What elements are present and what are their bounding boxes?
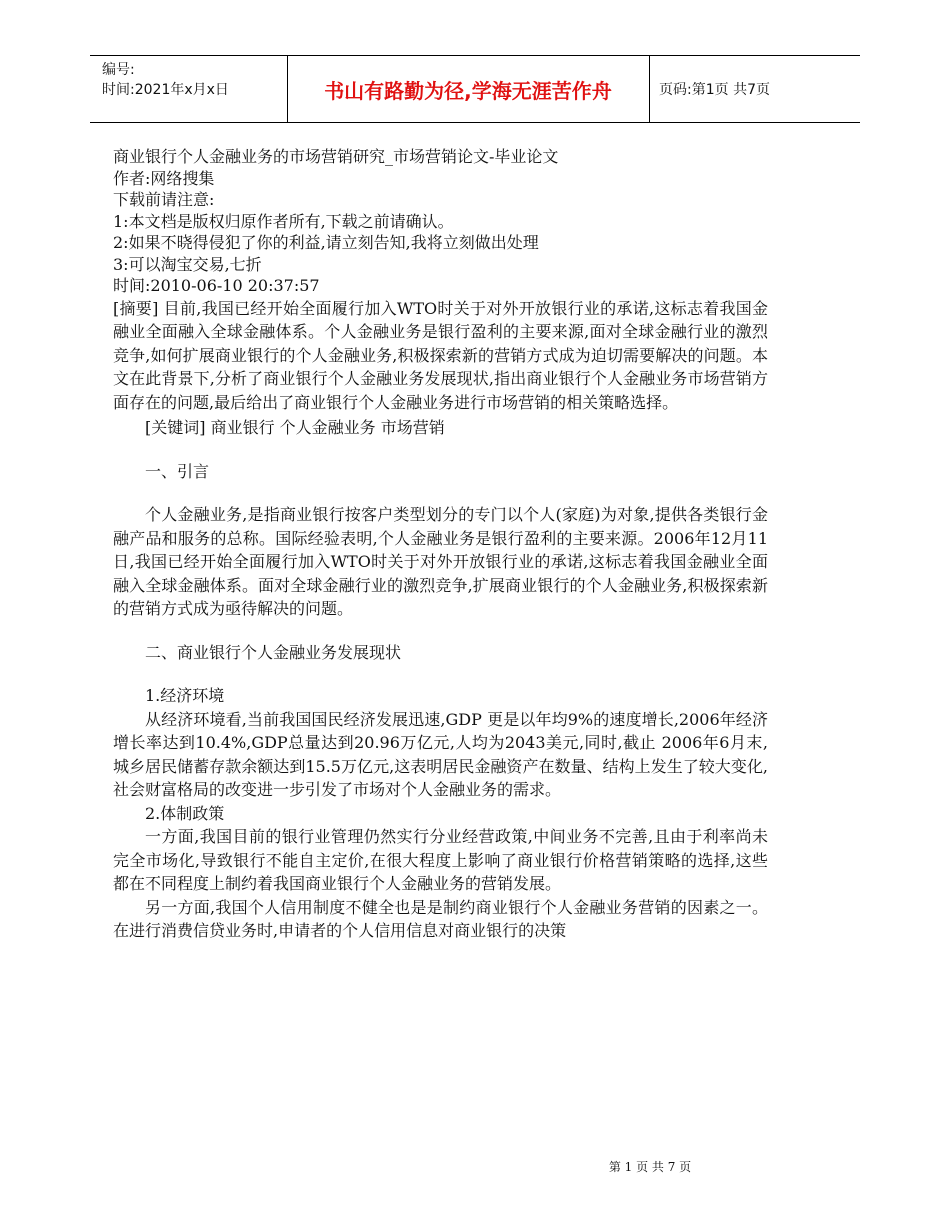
header-number: 编号: <box>102 62 135 78</box>
header-meta <box>102 60 229 100</box>
page-footer: 第 1 页 共 7 页 <box>608 1160 692 1174</box>
doc-time: 时间:2010-06-10 20:37:57 <box>113 276 320 295</box>
notice-item: 2:如果不晓得侵犯了你的利益,请立刻告知,我将立刻做出处理 <box>113 233 539 252</box>
page-header <box>90 55 860 123</box>
abstract: [摘要] 目前,我国已经开始全面履行加入WTO时关于对外开放银行业的承诺,这标志着我国金融业全面融入全球金融体系。个人金融业务是银行盈利的主要来源,面对全球金融行业的激烈竞争,如何扩展商业银行的个人金融业务,积极探索新的营销方式成为迫切需要解决的问题。本文在此背景下,分析了商业银行个人金融业务发展现状,指出商业银行个人金融业务市场营销方面存在的问题,最后给出了商业银行个人金融业务进行市场营销的相关策略选择。 <box>113 298 768 412</box>
notice-item: 1:本文档是版权归原作者所有,下载之前请确认。 <box>113 211 454 231</box>
header-motto: 书山有路勤为径,学海无涯苦作舟 <box>324 78 612 103</box>
doc-title: 商业银行个人金融业务的市场营销研究_市场营销论文-毕业论文 <box>113 147 559 166</box>
keywords: [关键词] 商业银行 个人金融业务 市场营销 <box>145 418 445 437</box>
section-title: 二、商业银行个人金融业务发展现状 <box>145 642 402 662</box>
section-paragraph: 个人金融业务,是指商业银行按客户类型划分的专门以个人(家庭)为对象,提供各类银行金融产品和服务的总称。国际经验表明,个人金融业务是银行盈利的主要来源。2006年12月11日,我国已经开始全面履行加入WTO时关于对外开放银行业的承诺,这标志着我国金融业全面融入全球金融体系。面对全球金融行业的激烈竞争,扩展商业银行的个人金融业务,积极探索新的营销方式成为亟待解决的问题。 <box>113 505 768 618</box>
notice-title: 下载前请注意: <box>113 190 215 209</box>
header-time: 时间:2021年x月x日 <box>102 82 229 98</box>
header-divider <box>649 56 650 122</box>
subsection-title: 2.体制政策 <box>145 803 225 823</box>
header-page-info: 页码:第1页 共7页 <box>659 82 770 98</box>
section-title: 一、引言 <box>145 461 210 481</box>
doc-author: 作者:网络搜集 <box>113 168 215 188</box>
section-paragraph: 另一方面,我国个人信用制度不健全也是是制约商业银行个人金融业务营销的因素之一。在进行消费信贷业务时,申请者的个人信用信息对商业银行的决策 <box>113 897 768 940</box>
subsection-title: 1.经济环境 <box>145 686 225 705</box>
section-paragraph: 一方面,我国目前的银行业管理仍然实行分业经营政策,中间业务不完善,且由于利率尚未完全市场化,导致银行不能自主定价,在很大程度上影响了商业银行价格营销策略的选择,这些都在不同程度上制约着我国商业银行个人金融业务的营销发展。 <box>113 827 768 893</box>
notice-item: 3:可以淘宝交易,七折 <box>113 254 262 274</box>
document-body <box>113 146 768 943</box>
section-paragraph: 从经济环境看,当前我国国民经济发展迅速,GDP 更是以年均9%的速度增长,2006年经济增长率达到10.4%,GDP总量达到20.96万亿元,人均为2043美元,同时,截止 2006年6月末,城乡居民储蓄存款余额达到15.5万亿元,这表明居民金融资产在数量、结构上发生了较大变化,社会财富格局的改变进一步引发了市场对个人金融业务的需求。 <box>113 709 768 799</box>
